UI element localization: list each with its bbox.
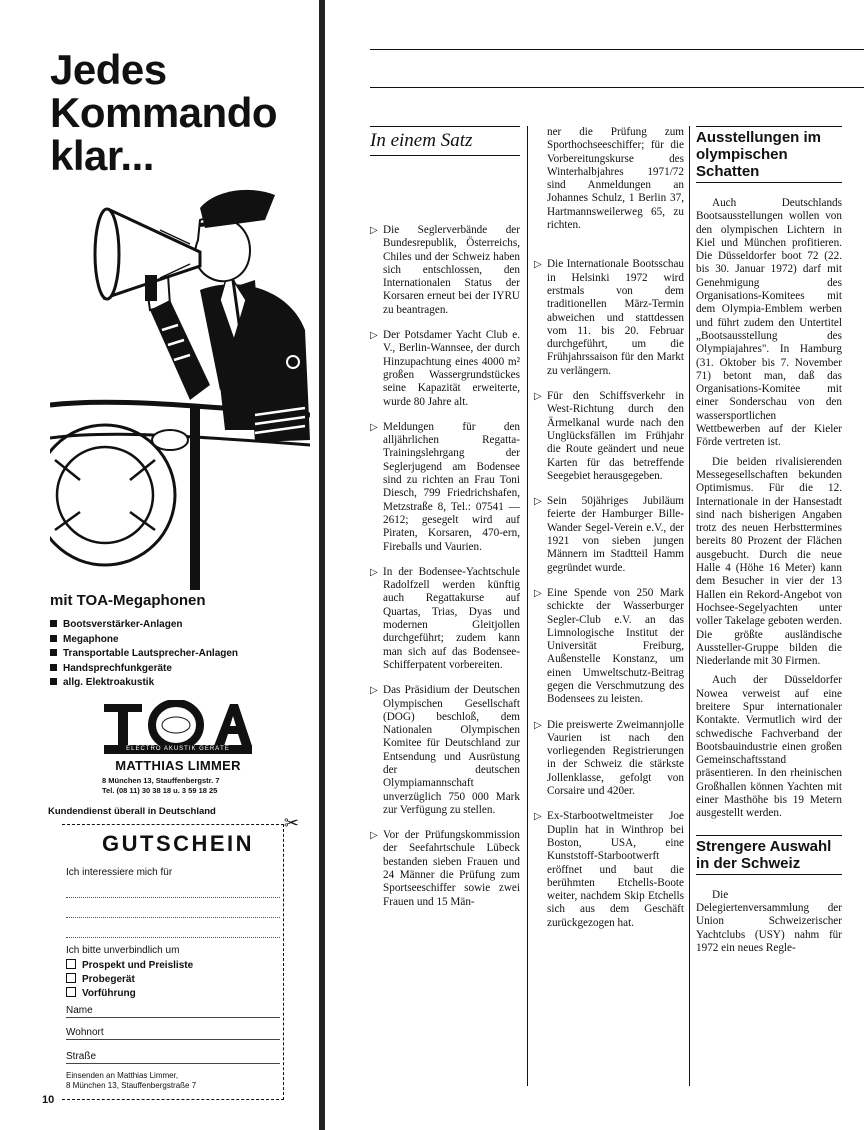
wohnort-field[interactable]: Wohnort: [66, 1027, 280, 1040]
name-field[interactable]: Name: [66, 1005, 280, 1018]
headline-line-2: Kommando: [50, 89, 277, 136]
news-item: ▷ Die Seglerverbände der Bundesrepublik, Österreichs, Chiles und der Schweiz haben sich entschlossen, den Internationalen Status der Korsaren erneut bei der IYRU zu beantragen.: [370, 224, 520, 317]
news-item: ▷ Die Internationale Bootsschau in Helsinki 1972 wird erstmals von dem traditionellen März-Termin abweichen und stattdessen vom 11. bis 20. Februar durchgeführt, um die Frühjahrssaison für den Markt zu verlängern.: [534, 258, 684, 378]
news-column-3: [696, 126, 842, 961]
interest-label: Ich interessiere mich für: [66, 867, 173, 878]
news-item: ▷ Ex-Starbootweltmeister Joe Duplin hat in Winthrop bei Boston, USA, eine Kunststoff-Starbootwerft eröffnet und baut die berühmten Etchells-Boote weiter, nachdem Skip Etchells sich aus dem Geschäft zurückgezogen hat.: [534, 810, 684, 930]
option-probegeraet-checkbox[interactable]: Probegerät: [66, 973, 135, 985]
option-vorfuehrung-checkbox[interactable]: Vorführung: [66, 987, 136, 999]
news-item: ▷ Für den Schiffsverkehr in West-Richtung durch den Ärmelkanal wurde nach den Unglücksfällen im Frühjahr die Route geändert und neue Karten für das betreffende Seegebiet herausgegeben.: [534, 390, 684, 483]
news-column-2: [534, 126, 684, 942]
news-item: ▷ Eine Spende von 250 Mark schickte der Wasserburger Segler-Club e.V. an das Limnologische Institut der Universität Freiburg, Außenstelle Konstanz, um einen Umweltschutz-Beitrag gegen die Verschmutzung des Bodensees zu leisten.: [534, 587, 684, 707]
exhibitions-paragraph: Auch der Düsseldorfer Nowea verweist auf eine breitere Spur internationaler Kontakte. Vermutlich wird der schwedische Fachverband der Bootsbauindustrie einen großen Gemeinschaftsstand präsentieren. In den rheinischen Großhallen können Yachten mit einer Masthöhe bis 19 Metern ausgestellt werden.: [696, 674, 842, 820]
headline-line-3: klar...: [50, 132, 154, 179]
request-label: Ich bitte unverbindlich um: [66, 945, 180, 956]
strasse-field[interactable]: Straße: [66, 1051, 280, 1064]
news-title: In einem Satz: [370, 127, 520, 156]
switzerland-paragraph: Die Delegiertenversammlung der Union Schweizerischer Yachtclubs (USY) nahm für 1972 ein neues Regle-: [696, 888, 842, 954]
coupon-footer-line: 8 München 13, Stauffenbergstraße 7: [66, 1081, 197, 1090]
option-prospekt-checkbox[interactable]: Prospekt und Preisliste: [66, 959, 193, 971]
captain-figure: [145, 190, 310, 450]
megaphone-icon: [95, 209, 200, 301]
dealer-name: MATTHIAS LIMMER: [115, 758, 241, 773]
product-item: Megaphone: [50, 633, 238, 648]
product-item: allg. Elektroakustik: [50, 676, 238, 691]
ad-subhead: mit TOA-Megaphonen: [50, 592, 206, 609]
coupon-title: GUTSCHEIN: [102, 831, 255, 856]
product-item: Handsprechfunkgeräte: [50, 662, 238, 677]
captain-megaphone-illustration: [50, 180, 310, 590]
top-rule: [370, 87, 864, 88]
column-divider: [689, 126, 690, 1086]
coupon: [62, 813, 299, 1100]
news-item: ▷ Sein 50jähriges Jubiläum feierte der Hamburger Bille-Wander Segel-Verein e.V., der 1921 von sieben jungen Männern im Stadtteil Hamm gegründet wurde.: [534, 495, 684, 575]
top-rule: [370, 49, 864, 50]
exhibitions-paragraph: Die beiden rivalisierenden Messegesellschaften bekunden Optimismus. Für die 12. Internationale in der Hansestadt sind nach bisherigen Angaben trotz des neuen Herbsttermines bereits 80 Prozent der Flächen ausgebucht. Durch die neue Halle 4 (Höhe 16 Meter) kann dem Besucher in vier der 13 Hallen ein Rekord-Angebot von Hochsee-Segelyachten unter voller Takelage geboten werden. Die größte ausländische Aussteller-Gruppe bilden die Niederlande mit 30 Firmen.: [696, 455, 842, 668]
product-list: [50, 618, 238, 691]
news-column-1: [370, 126, 520, 921]
headline-line-1: Jedes: [50, 46, 167, 93]
write-line[interactable]: [66, 917, 280, 918]
toa-advertisement: [40, 40, 310, 1100]
coupon-footer-line: Einsenden an Matthias Limmer,: [66, 1071, 179, 1080]
service-line: Kundendienst überall in Deutschland: [48, 806, 216, 817]
write-line[interactable]: [66, 937, 280, 938]
product-item: Transportable Lautsprecher-Anlagen: [50, 647, 238, 662]
news-item: ▷ In der Bodensee-Yachtschule Radolfzell werden künftig auch Regattakurse auf Quartas, Trias, Dyas und modernen Gleitjollen durchgeführt; zudem kann man sich auf das Bodensee-Schifferpatent vorbereiten.: [370, 566, 520, 672]
write-line[interactable]: [66, 897, 280, 898]
news-item: ▷ Das Präsidium der Deutschen Olympischen Gesellschaft (DOG) beschloß, dem Nationalen Olympischen Komitee für Deutschland zur Entsendung und Ausrüstung der deutschen Olympiamannschaft unverzüglich 750 000 Mark zur Verfügung zu stellen.: [370, 684, 520, 817]
news-item-continuation: ner die Prüfung zum Sporthochseeschiffer; für die Vorbereitungskurse des Winterhalbjahres 1971/72 sind Anmeldungen an Johannes Schulz, 1 Berlin 37, Hartmannsweilerweg 65, zu richten.: [547, 126, 684, 232]
page-number: 10: [42, 1094, 55, 1106]
news-item: ▷ Vor der Prüfungskommission der Seefahrtschule Lübeck bestanden sieben Frauen und 24 Männer die Prüfung zum Sportseeschiffer sowie zwei Frauen und 15 Män-: [370, 829, 520, 909]
ad-headline: [50, 48, 277, 177]
dealer-phone: Tel. (08 11) 30 38 18 u. 3 59 18 25: [102, 786, 218, 795]
scissors-icon: ✂: [283, 813, 299, 833]
news-item: ▷ Der Potsdamer Yacht Club e. V., Berlin-Wannsee, der durch Hinzupachtung eines 4000 m² großen Wassergrundstückes seine Kapazität erweiterte, wurde 80 Jahre alt.: [370, 329, 520, 409]
page-gutter: [319, 0, 325, 1130]
exhibitions-title: Ausstellungen im olympischen Schatten: [696, 127, 842, 183]
news-item: ▷ Meldungen für den alljährlichen Regatta-Trainingslehrgang der Seglerjugend am Bodensee sind zu richten an Frau Toni Diesch, 799 Friedrichshafen, Metzstraße 8, Tel.: 07541 — 2612; gesegelt wird auf Piraten, Korsaren, 470-ern, Fireballs und Vaurien.: [370, 421, 520, 554]
logo-tagline: ELECTRO AKUSTIK GERÄTE: [104, 745, 252, 754]
column-divider: [527, 126, 528, 1086]
exhibitions-paragraph: Auch Deutschlands Bootsausstellungen wollen von den olympischen Lichtern in Kiel und München profitieren. Die Düsseldorfer boot 72 (22. bis 30. Januar 1972) darf mit Genehmigung des Organisations-Komitees mit dem Olympia-Emblem werben und führt zudem den Untertitel „Bootsausstellung des Olympiajahres". In Hamburg (31. Oktober bis 7. November 71) betont man, daß das Organisations-Komitee mit einer Sonderschau von den wassersportlichen Wettbewerben auf der Kieler Förde vertreten ist.: [696, 197, 842, 449]
news-item: ▷ Die preiswerte Zweimannjolle Vaurien ist nach den vorliegenden Registrierungen in der Schweiz die stärkste Jollenklasse, gefolgt von Corsaire und 420er.: [534, 719, 684, 799]
switzerland-title: Strengere Auswahl in der Schweiz: [696, 836, 842, 875]
dealer-address: 8 München 13, Stauffenbergstr. 7: [102, 776, 220, 785]
product-item: Bootsverstärker-Anlagen: [50, 618, 238, 633]
